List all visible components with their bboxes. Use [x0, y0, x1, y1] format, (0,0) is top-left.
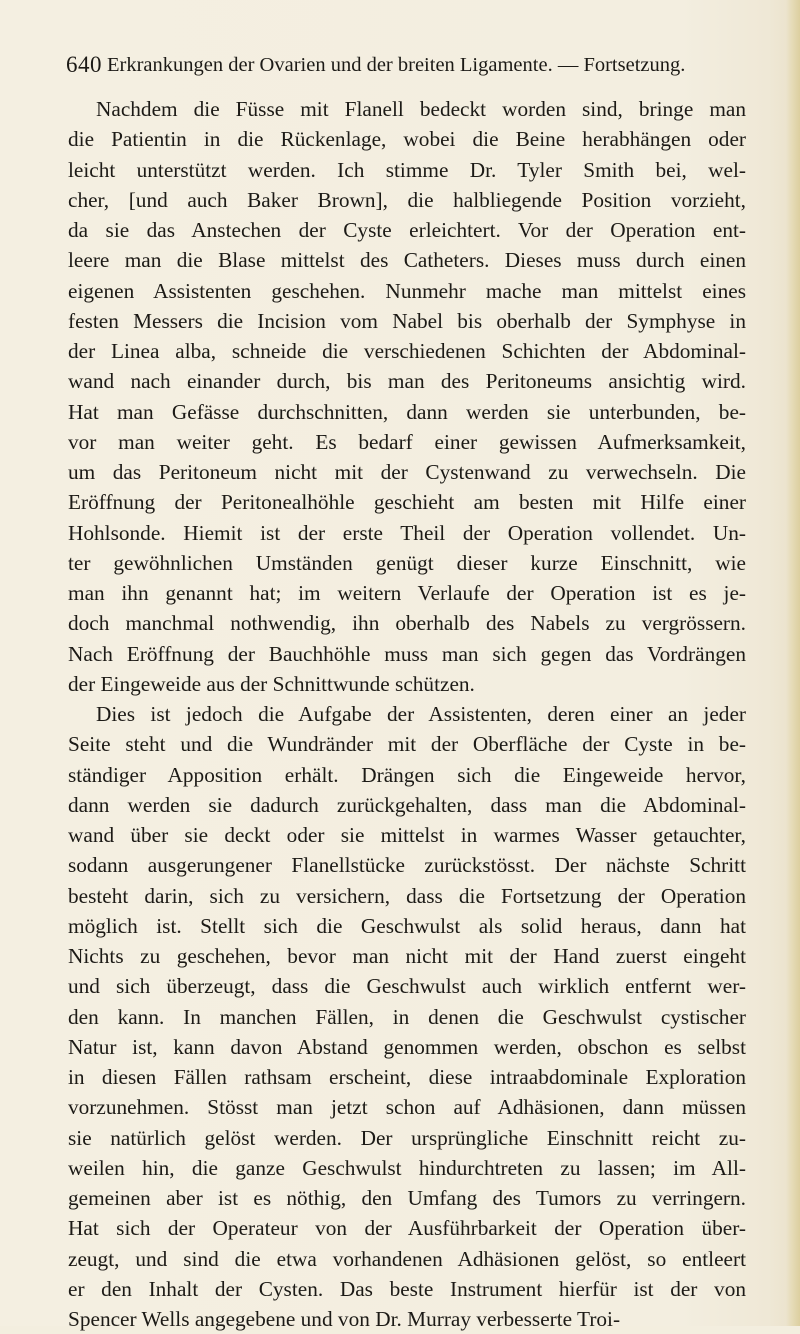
text-line: Nach Eröffnung der Bauchhöhle muss man sich gegen das Vordrängen: [68, 641, 746, 666]
text-line: festen Messers die Incision vom Nabel bis oberhalb der Symphyse in: [68, 308, 746, 333]
text-line: ständiger Apposition erhält. Drängen sich die Eingeweide hervor,: [68, 762, 746, 787]
text-line: in diesen Fällen rathsam erscheint, diese intraabdominale Exploration: [68, 1065, 746, 1089]
text-line: vorzunehmen. Stösst man jetzt schon auf Adhäsionen, dann müssen: [68, 1095, 746, 1120]
text-line: weilen hin, die ganze Geschwulst hindurchtreten zu lassen; im All-: [68, 1155, 746, 1180]
page-edge-shading: [786, 0, 800, 1326]
text-line: Eröffnung der Peritonealhöhle geschieht am besten mit Hilfe einer: [68, 490, 746, 515]
text-line: sie natürlich gelöst werden. Der ursprüngliche Einschnitt reicht zu-: [68, 1125, 746, 1150]
text-line: vor man weiter geht. Es bedarf einer gewissen Aufmerksamkeit,: [68, 429, 746, 454]
text-line: und sich überzeugt, dass die Geschwulst auch wirklich entfernt wer-: [68, 974, 746, 999]
text-line: Dies ist jedoch die Aufgabe der Assistenten, deren einer an jeder: [96, 702, 746, 726]
text-line: da sie das Anstechen der Cyste erleichtert. Vor der Operation ent-: [68, 218, 746, 242]
text-line: man ihn genannt hat; im weitern Verlaufe der Operation ist es je-: [68, 581, 746, 605]
text-line: leere man die Blase mittelst des Catheters. Dieses muss durch einen: [68, 248, 746, 273]
text-line: gemeinen aber ist es nöthig, den Umfang des Tumors zu verringern.: [68, 1186, 746, 1210]
running-head: [66, 52, 746, 82]
text-line: Hohlsonde. Hiemit ist der erste Theil der Operation vollendet. Un-: [68, 520, 746, 545]
text-line: cher, [und auch Baker Brown], die halbliegende Position vorzieht,: [68, 187, 746, 212]
text-line: dann werden sie dadurch zurückgehalten, dass man die Abdominal-: [68, 792, 746, 817]
text-line: doch manchmal nothwendig, ihn oberhalb des Nabels zu vergrössern.: [68, 611, 746, 636]
text-line: besteht darin, sich zu versichern, dass die Fortsetzung der Operation: [68, 883, 746, 908]
text-line: der Linea alba, schneide die verschiedenen Schichten der Abdominal-: [68, 339, 746, 363]
text-line: Natur ist, kann davon Abstand genommen werden, obschon es selbst: [68, 1034, 746, 1059]
text-line: sodann ausgerungener Flanellstücke zurückstösst. Der nächste Schritt: [68, 853, 746, 878]
body-text: [68, 94, 746, 1334]
text-line: eigenen Assistenten geschehen. Nunmehr mache man mittelst eines: [68, 278, 746, 303]
text-line: zeugt, und sind die etwa vorhandenen Adhäsionen gelöst, so entleert: [68, 1246, 746, 1271]
text-line: um das Peritoneum nicht mit der Cystenwand zu verwechseln. Die: [68, 460, 746, 484]
text-line: die Patientin in die Rückenlage, wobei die Beine herabhängen oder: [68, 127, 746, 152]
text-line: Nachdem die Füsse mit Flanell bedeckt worden sind, bringe man: [96, 97, 746, 121]
text-line: ter gewöhnlichen Umständen genügt dieser kurze Einschnitt, wie: [68, 550, 746, 575]
text-line: Spencer Wells angegebene und von Dr. Murray verbesserte Troi-: [68, 1307, 621, 1331]
page-number: 640: [66, 52, 102, 77]
text-line: leicht unterstützt werden. Ich stimme Dr. Tyler Smith bei, wel-: [68, 157, 746, 182]
running-title: Erkrankungen der Ovarien und der breiten Ligamente. — Fortsetzung.: [107, 54, 686, 76]
text-line: Nichts zu geschehen, bevor man nicht mit der Hand zuerst eingeht: [68, 944, 746, 968]
text-line: möglich ist. Stellt sich die Geschwulst als solid heraus, dann hat: [68, 913, 746, 938]
text-line: Hat sich der Operateur von der Ausführbarkeit der Operation über-: [68, 1216, 746, 1241]
text-line: wand über sie deckt oder sie mittelst in warmes Wasser getauchter,: [68, 823, 746, 847]
text-line: den kann. In manchen Fällen, in denen die Geschwulst cystischer: [68, 1004, 746, 1029]
text-line: wand nach einander durch, bis man des Peritoneums ansichtig wird.: [68, 369, 746, 394]
text-line: er den Inhalt der Cysten. Das beste Instrument hierfür ist der von: [68, 1276, 746, 1301]
text-line: Hat man Gefässe durchschnitten, dann werden sie unterbunden, be-: [68, 399, 746, 424]
text-line: Seite steht und die Wundränder mit der Oberfläche der Cyste in be-: [68, 732, 746, 757]
text-line: der Eingeweide aus der Schnittwunde schützen.: [68, 671, 475, 696]
